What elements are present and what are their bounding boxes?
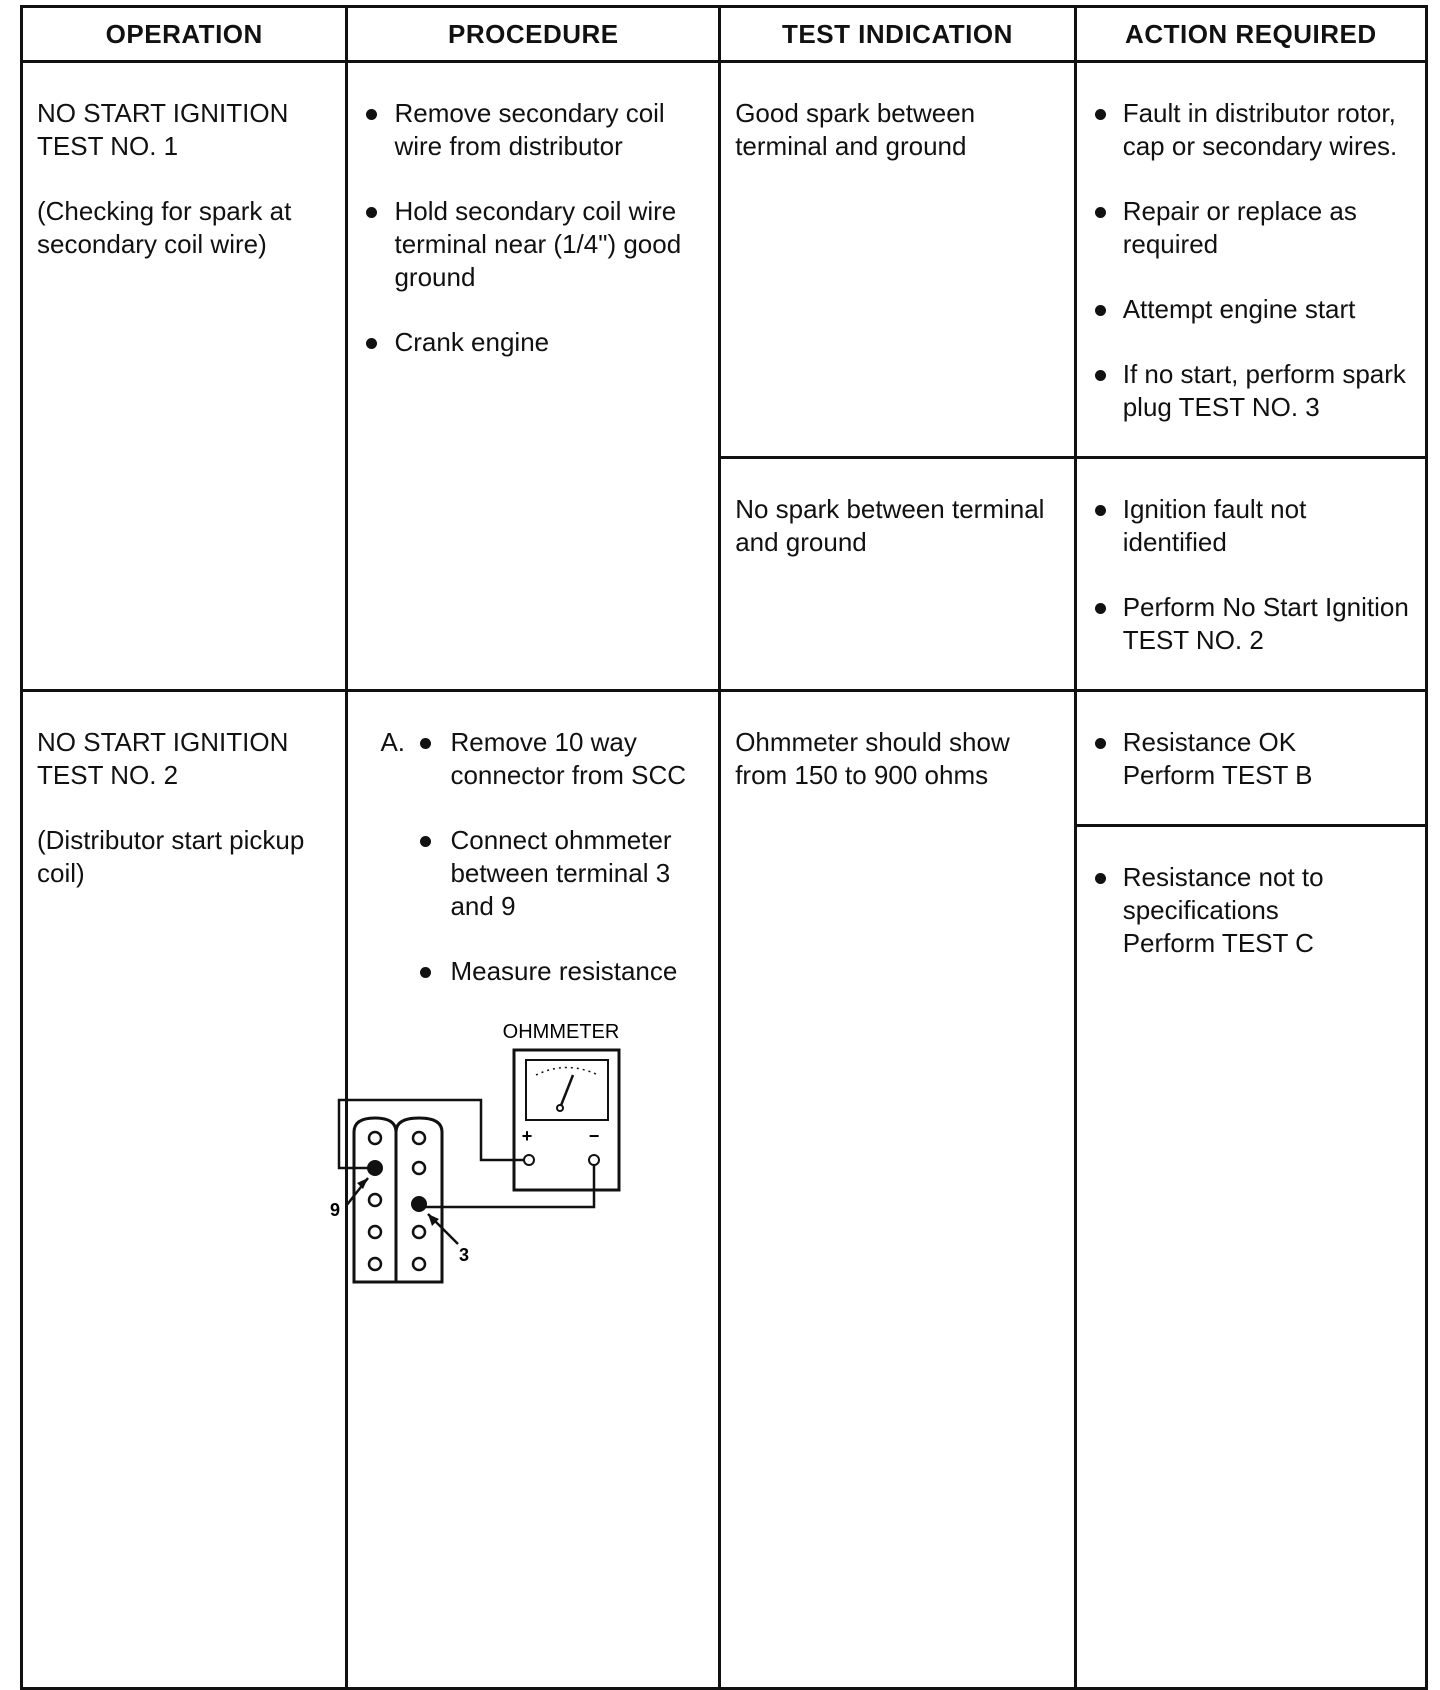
test2-action-bad-line: Resistance not to specifications [1122,862,1324,925]
pin-9-label: 9 [330,1200,341,1220]
test1-actions-none-cell [1075,458,1426,691]
test2-operation-title: NO START IGNITION TEST NO. 2 [37,727,289,790]
header-test-indication: TEST INDICATION [720,7,1076,62]
test2-operation-cell [22,691,347,1689]
test1-indication-good-cell [720,62,1076,458]
needle-pivot [557,1105,563,1111]
header-procedure: PROCEDURE [347,7,720,62]
test1-action-item: Attempt engine start [1091,293,1411,326]
test1-action-item: If no start, perform spark plug TEST NO. 3 [1091,358,1411,424]
test1-operation-note: (Checking for spark at secondary coil wire) [37,196,292,259]
test2-action-bad [1091,861,1411,960]
test1-operation-title: NO START IGNITION TEST NO. 1 [37,98,289,161]
plus-label: + [522,1126,533,1146]
minus-wire [420,1165,594,1207]
test1-procedure-step: Hold secondary coil wire terminal near (1/4") good ground [362,195,704,294]
procedure-prefix: A. [380,727,406,757]
test2-procedure-step [380,726,704,792]
test2-procedure-cell [330,691,720,1689]
ohmmeter-label: OHMMETER [503,1021,620,1043]
diagnostic-table [20,5,1428,1690]
minus-label: − [589,1126,600,1146]
header-action-required: ACTION REQUIRED [1075,7,1426,62]
test1-action-item: Repair or replace as required [1091,195,1411,261]
test1-indication-none-cell [720,458,1076,691]
header-row [22,7,1427,62]
test1-action-item: Perform No Start Ignition TEST NO. 2 [1091,591,1411,657]
test2-action-ok-line: Perform TEST B [1122,760,1313,790]
plus-wire [339,1100,524,1168]
test1-indication-good: Good spark between terminal and ground [735,98,976,161]
test2-action-ok [1091,726,1411,792]
minus-terminal [589,1155,599,1165]
test1-row-a [22,62,1427,458]
test1-indication-none: No spark between terminal and ground [735,494,1045,557]
test1-procedure-step: Crank engine [362,326,704,359]
test2-procedure-step-text: Remove 10 way connector from SCC [450,727,686,790]
test1-action-item: Fault in distributor rotor, cap or secondary wires. [1091,97,1411,163]
test1-action-item: Ignition fault not identified [1091,493,1411,559]
ten-way-connector [354,1118,442,1282]
header-operation: OPERATION [22,7,347,62]
plus-terminal [524,1155,534,1165]
test2-action-ok-cell [1075,691,1426,826]
test2-operation-note: (Distributor start pickup coil) [37,825,305,888]
test2-procedure-step: Measure resistance [416,955,704,988]
test2-procedure-step: Connect ohmmeter between terminal 3 and 9 [416,824,704,923]
test2-action-bad-cell [1075,826,1426,1689]
test2-indication: Ohmmeter should show from 150 to 900 ohms [735,727,1010,790]
test2-action-bad-line: Perform TEST C [1122,928,1314,958]
pin-9-arrowhead [357,1178,368,1189]
test2-action-ok-line: Resistance OK [1122,727,1297,757]
pin-3-label: 3 [459,1245,470,1265]
test1-procedure-step: Remove secondary coil wire from distributor [362,97,704,163]
test2-row-a [22,691,1427,826]
test2-indication-cell [720,691,1076,1689]
ohmmeter-scale [536,1068,598,1076]
ohmmeter-needle [560,1075,573,1108]
test1-actions-good-cell [1075,62,1426,458]
test1-operation-cell [22,62,347,691]
test1-procedure-cell [347,62,720,691]
ohmmeter-connector-diagram [330,1020,686,1300]
